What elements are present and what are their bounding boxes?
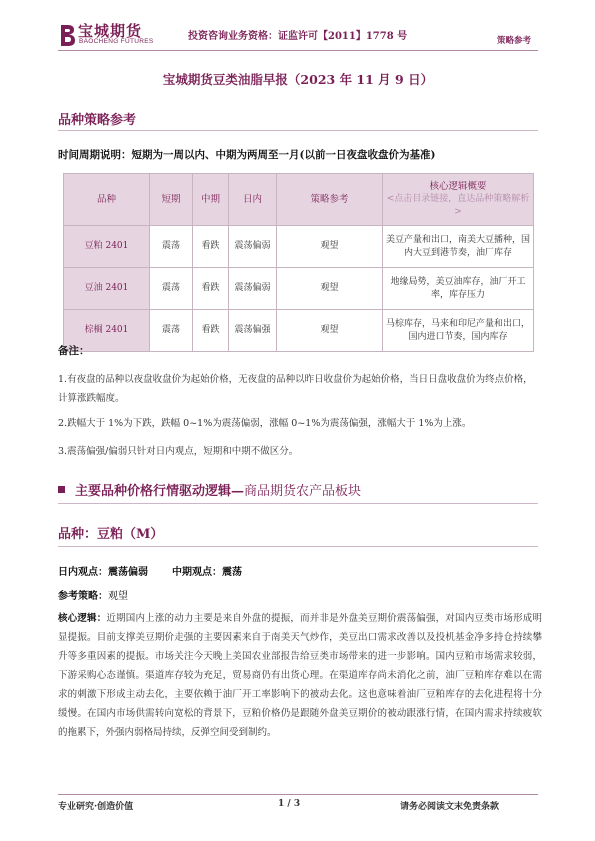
- core-logic-text: 近期国内上涨的动力主要是来自外盘的提振，而并非是外盘美豆期价震荡偏强，对国内豆类市场形成明显提振。目前支撑美豆期价走强的主要因素来自于南美天气炒作，美豆出口需求改善以及投机基金净多持仓持续攀升等多重因素的提振。市场关注今天晚上美国农业部报告给豆类市场带来的进一步影响。国内豆粕市场需求较弱，下游采购心态谨慎。渠道库存较为充足，贸易商仍有出货心理。在渠道库存尚未消化之前，油厂豆粕库存难以在需求的刺激下形成主动去化，主要依赖于油厂开工率影响下的被动去化。这也意味着油厂豆粕库存的去化进程将十分缓慢。在国内市场供需转向宽松的背景下，豆粕价格仍是跟随外盘美豆期价的被动跟涨行情，在国内需求持续疲软的拖累下，外强内弱格局持续，反弹空间受到制约。: [58, 613, 542, 738]
- strategy-cell: 观望: [277, 226, 383, 268]
- strategy-cell: 观望: [277, 268, 383, 310]
- short-term-cell: 震荡: [150, 310, 193, 352]
- strategy-table: [63, 173, 534, 352]
- mid-term-cell: 看跌: [193, 310, 229, 352]
- header-tag: 策略参考: [497, 36, 532, 46]
- intraday-view: 日内观点：震荡偏弱: [58, 567, 148, 578]
- strategy-value: 观望: [108, 591, 128, 602]
- core-logic-label: 核心逻辑：: [58, 613, 107, 624]
- section-divider: [58, 503, 538, 504]
- strategy-label: 参考策略：: [58, 591, 108, 602]
- note-item: 3.震荡偏强/偏弱只针对日内观点，短期和中期不做区分。: [58, 446, 299, 457]
- mid-term-cell: 看跌: [193, 226, 229, 268]
- square-bullet-icon: [58, 486, 65, 493]
- variety-link[interactable]: 棕榈 2401: [64, 310, 150, 352]
- reference-strategy: [58, 587, 128, 602]
- mid-term-view: 中期观点：震荡: [172, 567, 242, 578]
- qualification-text: 投资咨询业务资格：证监许可【2011】1778 号: [188, 31, 408, 42]
- note-item: 2.跌幅大于 1%为下跌，跌幅 0~1%为震荡偏弱，涨幅 0~1%为震荡偏强，涨幅大于 1%为上涨。: [58, 418, 472, 429]
- strategy-cell: 观望: [277, 310, 383, 352]
- col-header-intraday: 日内: [229, 174, 277, 226]
- col-header-mid: 中期: [193, 174, 229, 226]
- col-header-short: 短期: [150, 174, 193, 226]
- table-row: [64, 268, 534, 310]
- logo-mark-icon: [58, 22, 76, 48]
- short-term-cell: 震荡: [150, 226, 193, 268]
- section-heading-drivers: [58, 480, 361, 499]
- drivers-heading-sub: 商品期货农产品板块: [244, 484, 362, 499]
- mid-term-cell: 看跌: [193, 268, 229, 310]
- intraday-cell: 震荡偏弱: [229, 226, 277, 268]
- toc-link-hint[interactable]: <点击目录链接，直达品种策略解析>: [386, 194, 530, 217]
- page-header: [0, 0, 595, 52]
- notes-heading: 备注：: [58, 345, 90, 357]
- col-header-variety: 品种: [64, 174, 150, 226]
- col-header-strategy: 策略参考: [277, 174, 383, 226]
- company-logo: [58, 22, 158, 50]
- note-item: 1.有夜盘的品种以夜盘收盘价为起始价格，无夜盘的品种以昨日收盘价为起始价格，当日日盘收盘价为终点价格，计算涨跌幅度。: [58, 374, 533, 404]
- section-divider: [58, 546, 538, 547]
- header-divider: [58, 50, 538, 51]
- logic-cell: 马棕库存，马来和印尼产量和出口，国内进口节奏，国内库存: [383, 310, 534, 352]
- footer-slogan: 专业研究·创造价值: [58, 802, 134, 812]
- logic-cell: 地缘局势，美豆油库存，油厂开工率，库存压力: [383, 268, 534, 310]
- variety-link[interactable]: 豆油 2401: [64, 268, 150, 310]
- drivers-heading-main: 主要品种价格行情驱动逻辑—: [75, 484, 245, 499]
- col-header-logic: [383, 174, 534, 226]
- page-number: 1 / 3: [278, 799, 301, 809]
- intraday-cell: 震荡偏弱: [229, 268, 277, 310]
- logic-header-title: 核心逻辑概要: [429, 181, 487, 192]
- period-note: 时间周期说明：短期为一周以内、中期为两周至一月(以前一日夜盘收盘价为基准): [58, 149, 436, 161]
- section-divider: [58, 130, 538, 131]
- views-line: [58, 563, 242, 578]
- variety-heading: 品种：豆粕（M）: [58, 527, 164, 542]
- table-row: [64, 310, 534, 352]
- table-header-row: [64, 174, 534, 226]
- section-heading-strategy: 品种策略参考: [58, 113, 137, 128]
- short-term-cell: 震荡: [150, 268, 193, 310]
- core-logic-paragraph: [58, 609, 542, 742]
- variety-link[interactable]: 豆粕 2401: [64, 226, 150, 268]
- intraday-cell: 震荡偏强: [229, 310, 277, 352]
- footer-divider: [58, 794, 538, 795]
- disclaimer-notice: 请务必阅读文末免责条款: [400, 802, 500, 812]
- logo-english-text: BAOCHENG FUTURES: [79, 38, 154, 45]
- report-title: 宝城期货豆类油脂早报（2023 年 11 月 9 日）: [162, 72, 434, 87]
- table-row: [64, 226, 534, 268]
- logo-chinese-text: 宝城期货: [78, 22, 143, 40]
- logic-cell: 美豆产量和出口，南美大豆播种，国内大豆到港节奏，油厂库存: [383, 226, 534, 268]
